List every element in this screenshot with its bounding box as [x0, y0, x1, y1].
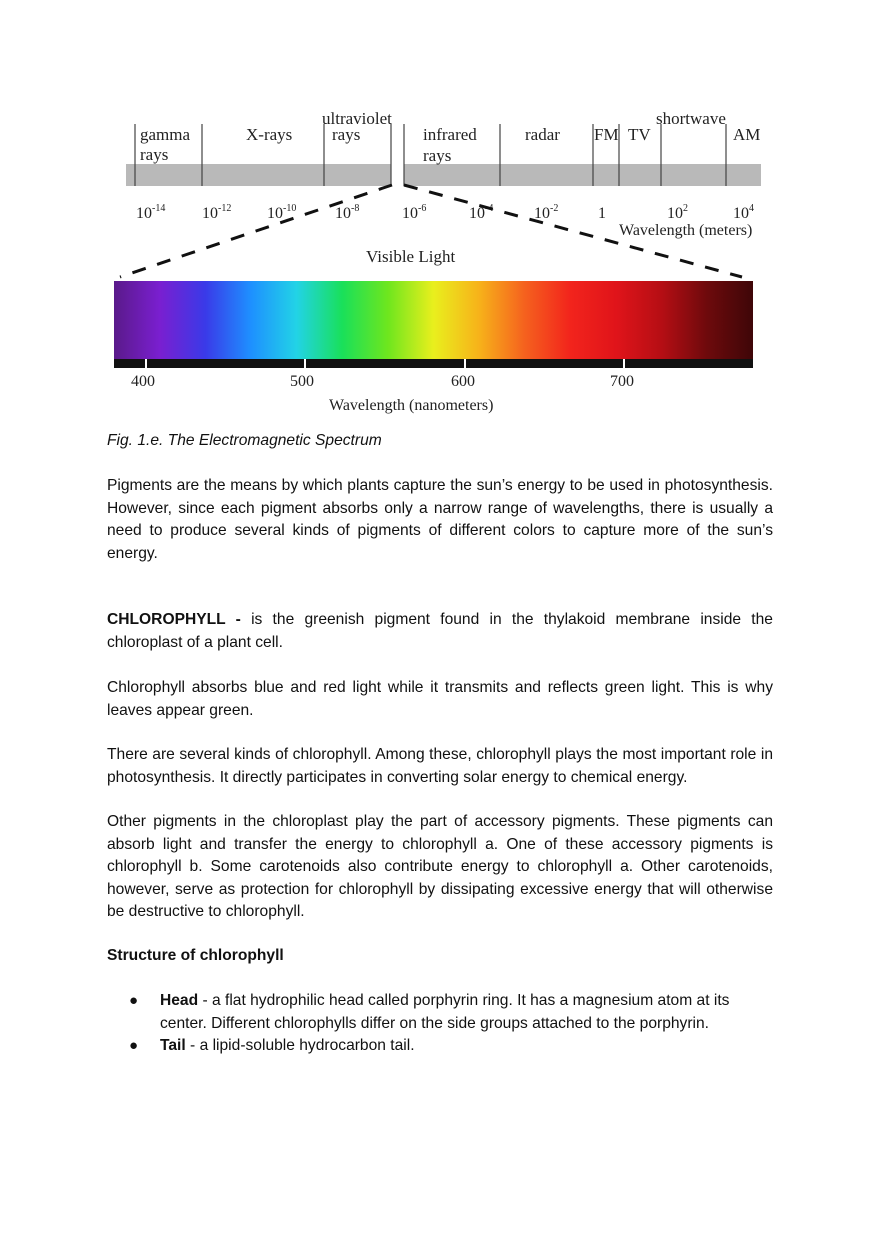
band-label: ultraviolet	[322, 109, 392, 128]
paragraph-absorption: Chlorophyll absorbs blue and red light while it transmits and reflects green light. This is why leaves appear green.	[107, 679, 773, 719]
wavelength-tick: $10^{-8}$	[335, 203, 360, 222]
paragraph-chlorophyll-definition	[107, 609, 773, 654]
wavelength-meters-label: Wavelength (meters)	[619, 222, 753, 239]
band-label: X-rays	[246, 125, 293, 144]
wavelength-tick: $10^{-2}$	[534, 203, 559, 222]
nm-axis-bar	[114, 359, 753, 368]
paragraph-pigments: Pigments are the means by which plants capture the sun’s energy to be used in photosynthesis. However, since each pigment absorbs only a narrow range of wavelengths, there is usually a need to produce several kinds of pigments of different colors to capture more of the sun’s energy.	[107, 477, 773, 562]
nm-tick: 400	[131, 373, 155, 390]
structure-heading: Structure of chlorophyll	[107, 947, 284, 964]
em-band-bar-left	[126, 164, 391, 186]
wavelength-tick: $10^2$	[667, 203, 688, 222]
wavelength-tick: $10^{-6}$	[402, 203, 427, 222]
nm-tick: 500	[290, 373, 314, 390]
paragraph-accessory-pigments: Other pigments in the chloroplast play the part of accessory pigments. These pigments can absorb light and transfer the energy to chlorophyll a. One of these accessory pigments is chlorophyll b. Some carotenoids also contribute energy to chlorophyll a. Other carotenoids, however, serve as protection for chlorophyll by dissipating excessive energy that will otherwise be destructive to chlorophyll.	[107, 813, 773, 920]
band-label: infrared	[423, 125, 477, 144]
list-item-text: - a flat hydrophilic head called porphyrin ring. It has a magnesium atom at its center. Different chlorophylls differ on the side groups attached to the porphyrin.	[160, 992, 730, 1032]
zoom-line-left	[120, 185, 392, 277]
nm-tick-labels	[131, 373, 634, 390]
bullet-icon: ●	[129, 992, 139, 1009]
nm-tick: 700	[610, 373, 634, 390]
band-label: shortwave	[656, 109, 726, 128]
nm-tick: 600	[451, 373, 475, 390]
visible-spectrum	[114, 281, 753, 359]
wavelength-tick: 10	[469, 205, 485, 222]
bullet-icon: ●	[129, 1037, 139, 1054]
paragraph-kinds: There are several kinds of chlorophyll. Among these, chlorophyll plays the most important role in photosynthesis. It directly participates in converting solar energy to chemical energy.	[107, 746, 773, 786]
band-label: gamma	[140, 125, 191, 144]
band-label: rays	[332, 125, 361, 144]
wavelength-tick: $10^{-10}$	[267, 203, 297, 222]
list-item	[107, 990, 773, 1035]
band-label: rays	[140, 145, 169, 164]
list-item	[107, 1035, 773, 1058]
list-item-text: - a lipid-soluble hydrocarbon tail.	[185, 1037, 415, 1054]
nanometers-label: Wavelength (nanometers)	[329, 397, 494, 414]
band-label: rays	[423, 146, 452, 165]
em-band-bar-right	[404, 164, 761, 186]
chlorophyll-term: CHLOROPHYLL -	[107, 611, 241, 628]
band-label: TV	[628, 125, 651, 144]
visible-light-label: Visible Light	[366, 247, 456, 266]
wavelength-tick: $10^4$	[733, 203, 754, 222]
list-item-term: Head	[160, 992, 199, 1009]
wavelength-tick: 1	[598, 205, 606, 222]
band-label: FM	[594, 125, 619, 144]
electromagnetic-spectrum-figure	[0, 0, 880, 430]
band-labels	[140, 109, 760, 165]
wavelength-tick: $10^{-12}$	[202, 203, 232, 222]
band-label: radar	[525, 125, 560, 144]
structure-list	[107, 990, 773, 1058]
chlorophyll-definition-text: is the greenish pigment found in the thylakoid membrane inside the chloroplast of a plant cell.	[107, 611, 773, 651]
figure-caption: Fig. 1.e. The Electromagnetic Spectrum	[107, 432, 382, 449]
band-label: AM	[733, 125, 761, 144]
list-item-term: Tail	[160, 1037, 186, 1054]
wavelength-tick: $10^{-14}$	[136, 203, 166, 222]
wavelength-tick-labels	[136, 203, 754, 222]
